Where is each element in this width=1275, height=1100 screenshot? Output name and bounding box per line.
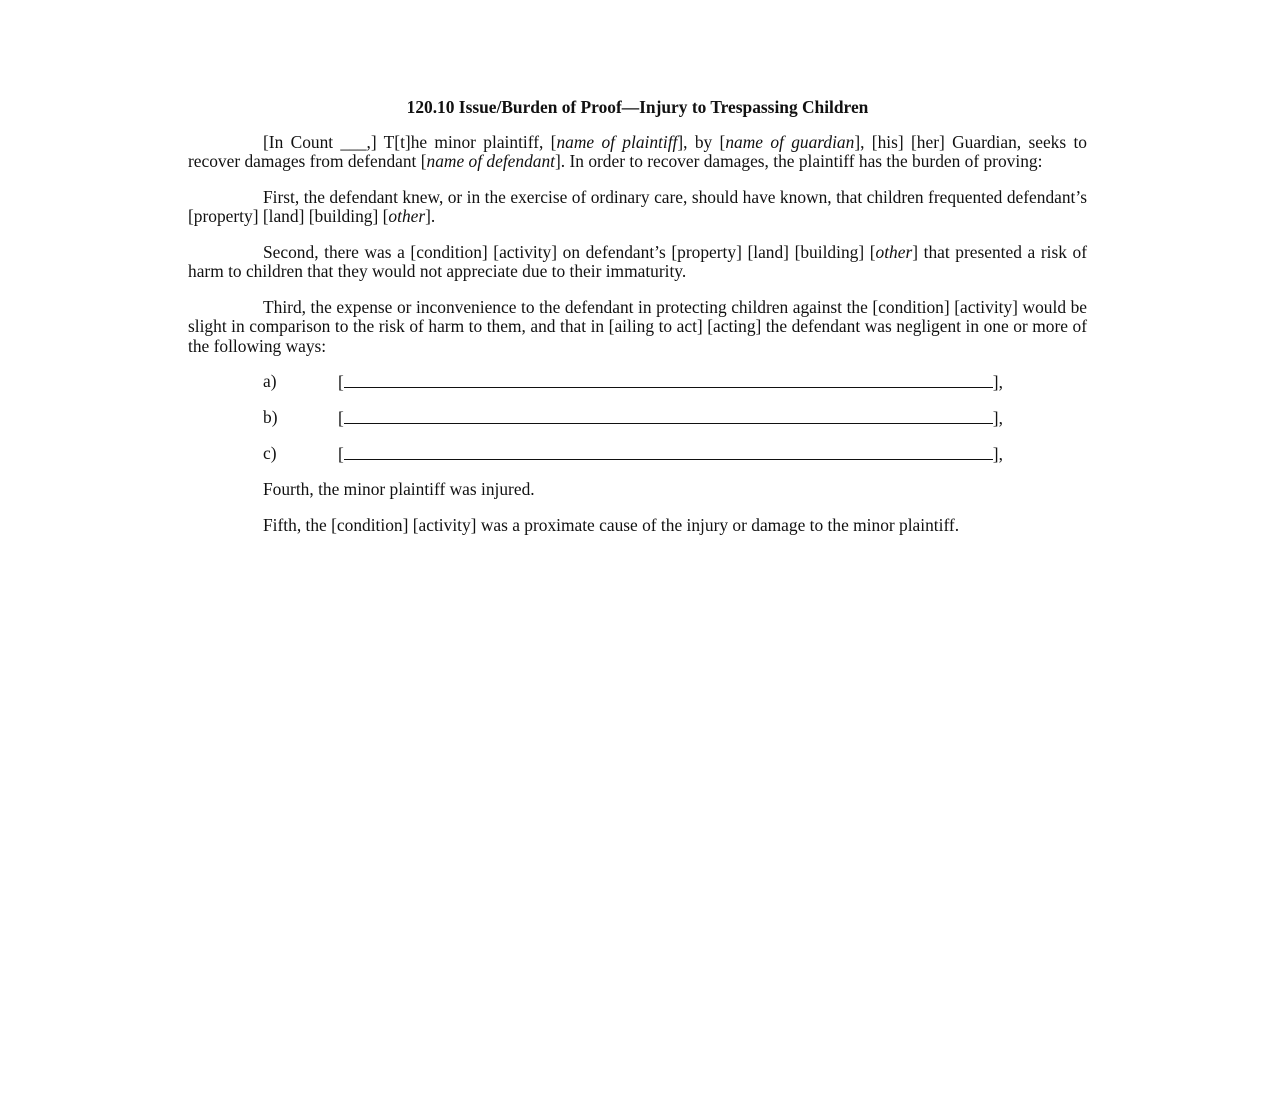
blank-line — [344, 408, 993, 424]
second-element-paragraph — [188, 243, 1087, 282]
list-item-a — [188, 372, 1087, 392]
list-item-b — [188, 408, 1087, 428]
intro-text-2: ], by [ — [677, 131, 726, 152]
fill-in-blank — [338, 408, 1003, 429]
document-page — [188, 98, 1087, 551]
blank-close-bracket: ], — [992, 444, 1003, 464]
intro-placeholder-defendant: name of defendant — [426, 151, 555, 171]
first-placeholder-other: other — [388, 206, 426, 226]
first-text-2: ]. — [425, 206, 436, 226]
list-letter: c) — [263, 443, 277, 463]
first-text-1: First, the defendant knew, or in the exercise of ordinary care, should have known, that children frequented defendant’s [property] [land] [building] [ — [188, 186, 1087, 226]
fill-in-blank — [338, 372, 1003, 393]
intro-text-4: ]. In order to recover damages, the plaintiff has the burden of proving: — [555, 151, 1043, 171]
blank-open-bracket: [ — [338, 372, 344, 392]
blank-line — [344, 444, 993, 460]
blank-open-bracket: [ — [338, 444, 344, 464]
blank-close-bracket: ], — [992, 408, 1003, 428]
fill-in-blank — [338, 444, 1003, 465]
third-element-paragraph: Third, the expense or inconvenience to the defendant in protecting children against the [condition] [activity] would be slight in comparison to the risk of harm to them, and that in [ailing to act] [acting] the defendant was negligent in one or more of the following ways: — [188, 296, 1087, 356]
list-item-c — [188, 444, 1087, 464]
blank-close-bracket: ], — [992, 372, 1003, 392]
list-letter: b) — [263, 407, 278, 427]
list-letter: a) — [263, 371, 277, 391]
intro-text-1: [In Count ___,] T[t]he minor plaintiff, [ — [263, 131, 557, 152]
second-text-1: Second, there was a [condition] [activity] on defendant’s [property] [land] [building] [ — [263, 241, 876, 262]
intro-placeholder-guardian: name of guardian — [725, 131, 855, 152]
second-placeholder-other: other — [875, 241, 913, 262]
first-element-paragraph — [188, 188, 1087, 227]
document-title: 120.10 Issue/Burden of Proof—Injury to Trespassing Children — [406, 97, 869, 117]
fourth-element-paragraph: Fourth, the minor plaintiff was injured. — [263, 479, 535, 499]
intro-placeholder-plaintiff: name of plaintiff — [556, 131, 678, 152]
blank-open-bracket: [ — [338, 408, 344, 428]
intro-paragraph — [188, 133, 1087, 172]
second-text-2: ] that presented a risk of harm to children that they would not appreciate due to their immaturity. — [188, 241, 1087, 281]
intro-text-3: ], [his] [her] Guardian, seeks to recover damages from defendant [ — [188, 131, 1087, 171]
fifth-element-paragraph: Fifth, the [condition] [activity] was a proximate cause of the injury or damage to the minor plaintiff. — [263, 514, 960, 535]
blank-line — [344, 372, 993, 388]
